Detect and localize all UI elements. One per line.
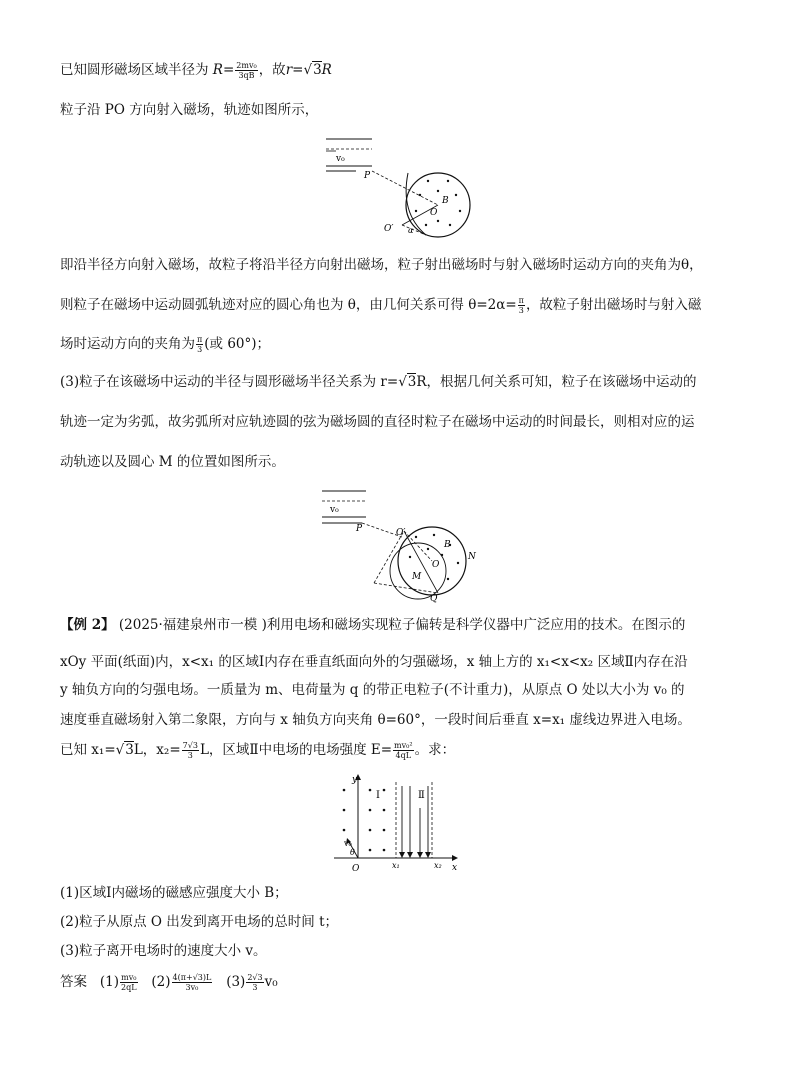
line-p8: 动轨迹以及圆心 M 的位置如图所示。 xyxy=(60,454,285,470)
question-1: (1)区域Ⅰ内磁场的磁感应强度大小 B； xyxy=(60,885,288,901)
example-label: 【例 2】 xyxy=(60,617,115,633)
line-p5: 场时运动方向的夹角为 $\frac{\pi}{3}$ (或 60°)； xyxy=(60,335,271,354)
fraction: $\frac{7√3}{3}$ xyxy=(182,741,198,760)
figure-3 xyxy=(330,772,465,877)
v0-label: v₀ xyxy=(336,154,345,164)
O-prime-label: O′ xyxy=(396,528,406,538)
example-2-line2: xOy 平面(纸面)内，x<x₁ 的区域Ⅰ内存在垂直纸面向外的匀强磁场，x 轴上方的 x₁<x<x₂ 区域Ⅱ内存在沿 xyxy=(60,654,688,670)
region-2-label: Ⅱ xyxy=(418,790,425,801)
fraction: $\frac{\text{mv₀²}}{4qL}$ xyxy=(394,741,413,760)
O-label: O xyxy=(430,208,438,218)
Q-label: Q xyxy=(430,594,438,604)
fraction: $\frac{\pi}{3}$ xyxy=(518,296,524,315)
N-label: N xyxy=(468,552,476,562)
fraction: $\frac{\text{2mv₀}}{3qB}$ xyxy=(236,61,257,80)
line-p7: 轨迹一定为劣弧，故劣弧所对应轨迹圆的弦为磁场圆的直径时粒子在磁场中运动的时间最长，则相对应的运 xyxy=(60,414,695,430)
alpha-label: α xyxy=(408,226,414,235)
v0-label: v₀ xyxy=(344,839,352,848)
line-radius: 已知圆形磁场区域半径为 R= $\frac{\text{2mv₀}}{3qB}$ ，故r=√3R xyxy=(60,61,332,80)
B-label: B xyxy=(442,196,449,206)
example-2-line5: 已知 x₁=√3L，x₂= $\frac{7√3}{3}$ L，区域Ⅱ中电场的电场强度 E= $\frac{\text{mv₀²}}{4qL}$ 。求： xyxy=(60,741,456,760)
x1-label: x₁ xyxy=(392,861,400,870)
example-2-line3: y 轴负方向的匀强电场。一质量为 m、电荷量为 q 的带正电粒子(不计重力)，从原点 O 处以大小为 v₀ 的 xyxy=(60,682,685,698)
region-1-label: Ⅰ xyxy=(376,790,380,801)
question-2: (2)粒子从原点 O 出发到离开电场的总时间 t； xyxy=(60,914,338,930)
example-2-line4: 速度垂直磁场射入第二象限，方向与 x 轴负方向夹角 θ=60°，一段时间后垂直 x=x₁ 虚线边界进入电场。 xyxy=(60,712,691,728)
line-p4: 则粒子在磁场中运动圆弧轨迹对应的圆心角也为 θ，由几何关系可得 θ=2α= $\frac{\pi}{3}$ ，故粒子射出磁场时与射入磁 xyxy=(60,296,702,315)
question-3: (3)粒子离开电场时的速度大小 v。 xyxy=(60,943,267,959)
fraction: $\frac{4(\pi+√3)L}{\text{3v₀}}$ xyxy=(172,973,212,992)
figure-2 xyxy=(318,487,488,605)
fraction: $\frac{\pi}{3}$ xyxy=(197,335,203,354)
M-label: M xyxy=(412,572,422,582)
theta-label: θ xyxy=(350,848,355,857)
P-label: P xyxy=(364,171,371,181)
line-p6: (3)粒子在该磁场中运动的半径与圆形磁场半径关系为 r=√3R，根据几何关系可知，粒子在该磁场中运动的 xyxy=(60,374,697,390)
fraction: $\frac{2√3}{3}$ xyxy=(247,973,263,992)
x-axis-label: x xyxy=(452,863,458,873)
B-label: B xyxy=(444,540,451,550)
line-p3: 即沿半径方向射入磁场，故粒子将沿半径方向射出磁场，粒子射出磁场时与射入磁场时运动方向的夹角为θ， xyxy=(60,257,703,273)
line-po-direction: 粒子沿 PO 方向射入磁场，轨迹如图所示， xyxy=(60,102,319,118)
example-2-line1: 【例 2】 (2025·福建泉州市一模 )利用电场和磁场实现粒子偏转是科学仪器中广泛应用的技术。在图示的 xyxy=(60,617,686,633)
fraction: $\frac{\text{mv₀}}{2qL}$ xyxy=(121,973,137,992)
O-prime-label: O′ xyxy=(384,224,394,234)
answer-line: 答案 (1) $\frac{\text{mv₀}}{2qL}$ (2) $\frac{4(\pi+√3)L}{\text{3v₀}}$ (3) $\frac{2√3}{3}$ v₀ xyxy=(60,973,278,992)
O-label: O xyxy=(432,560,440,570)
v0-label: v₀ xyxy=(330,505,339,515)
origin-label: O xyxy=(352,864,360,874)
figure-1 xyxy=(320,133,485,243)
x2-label: x₂ xyxy=(434,861,442,870)
P-label: P xyxy=(356,524,363,534)
y-axis-label: y xyxy=(352,775,358,785)
answer-label: 答案 xyxy=(60,974,87,990)
